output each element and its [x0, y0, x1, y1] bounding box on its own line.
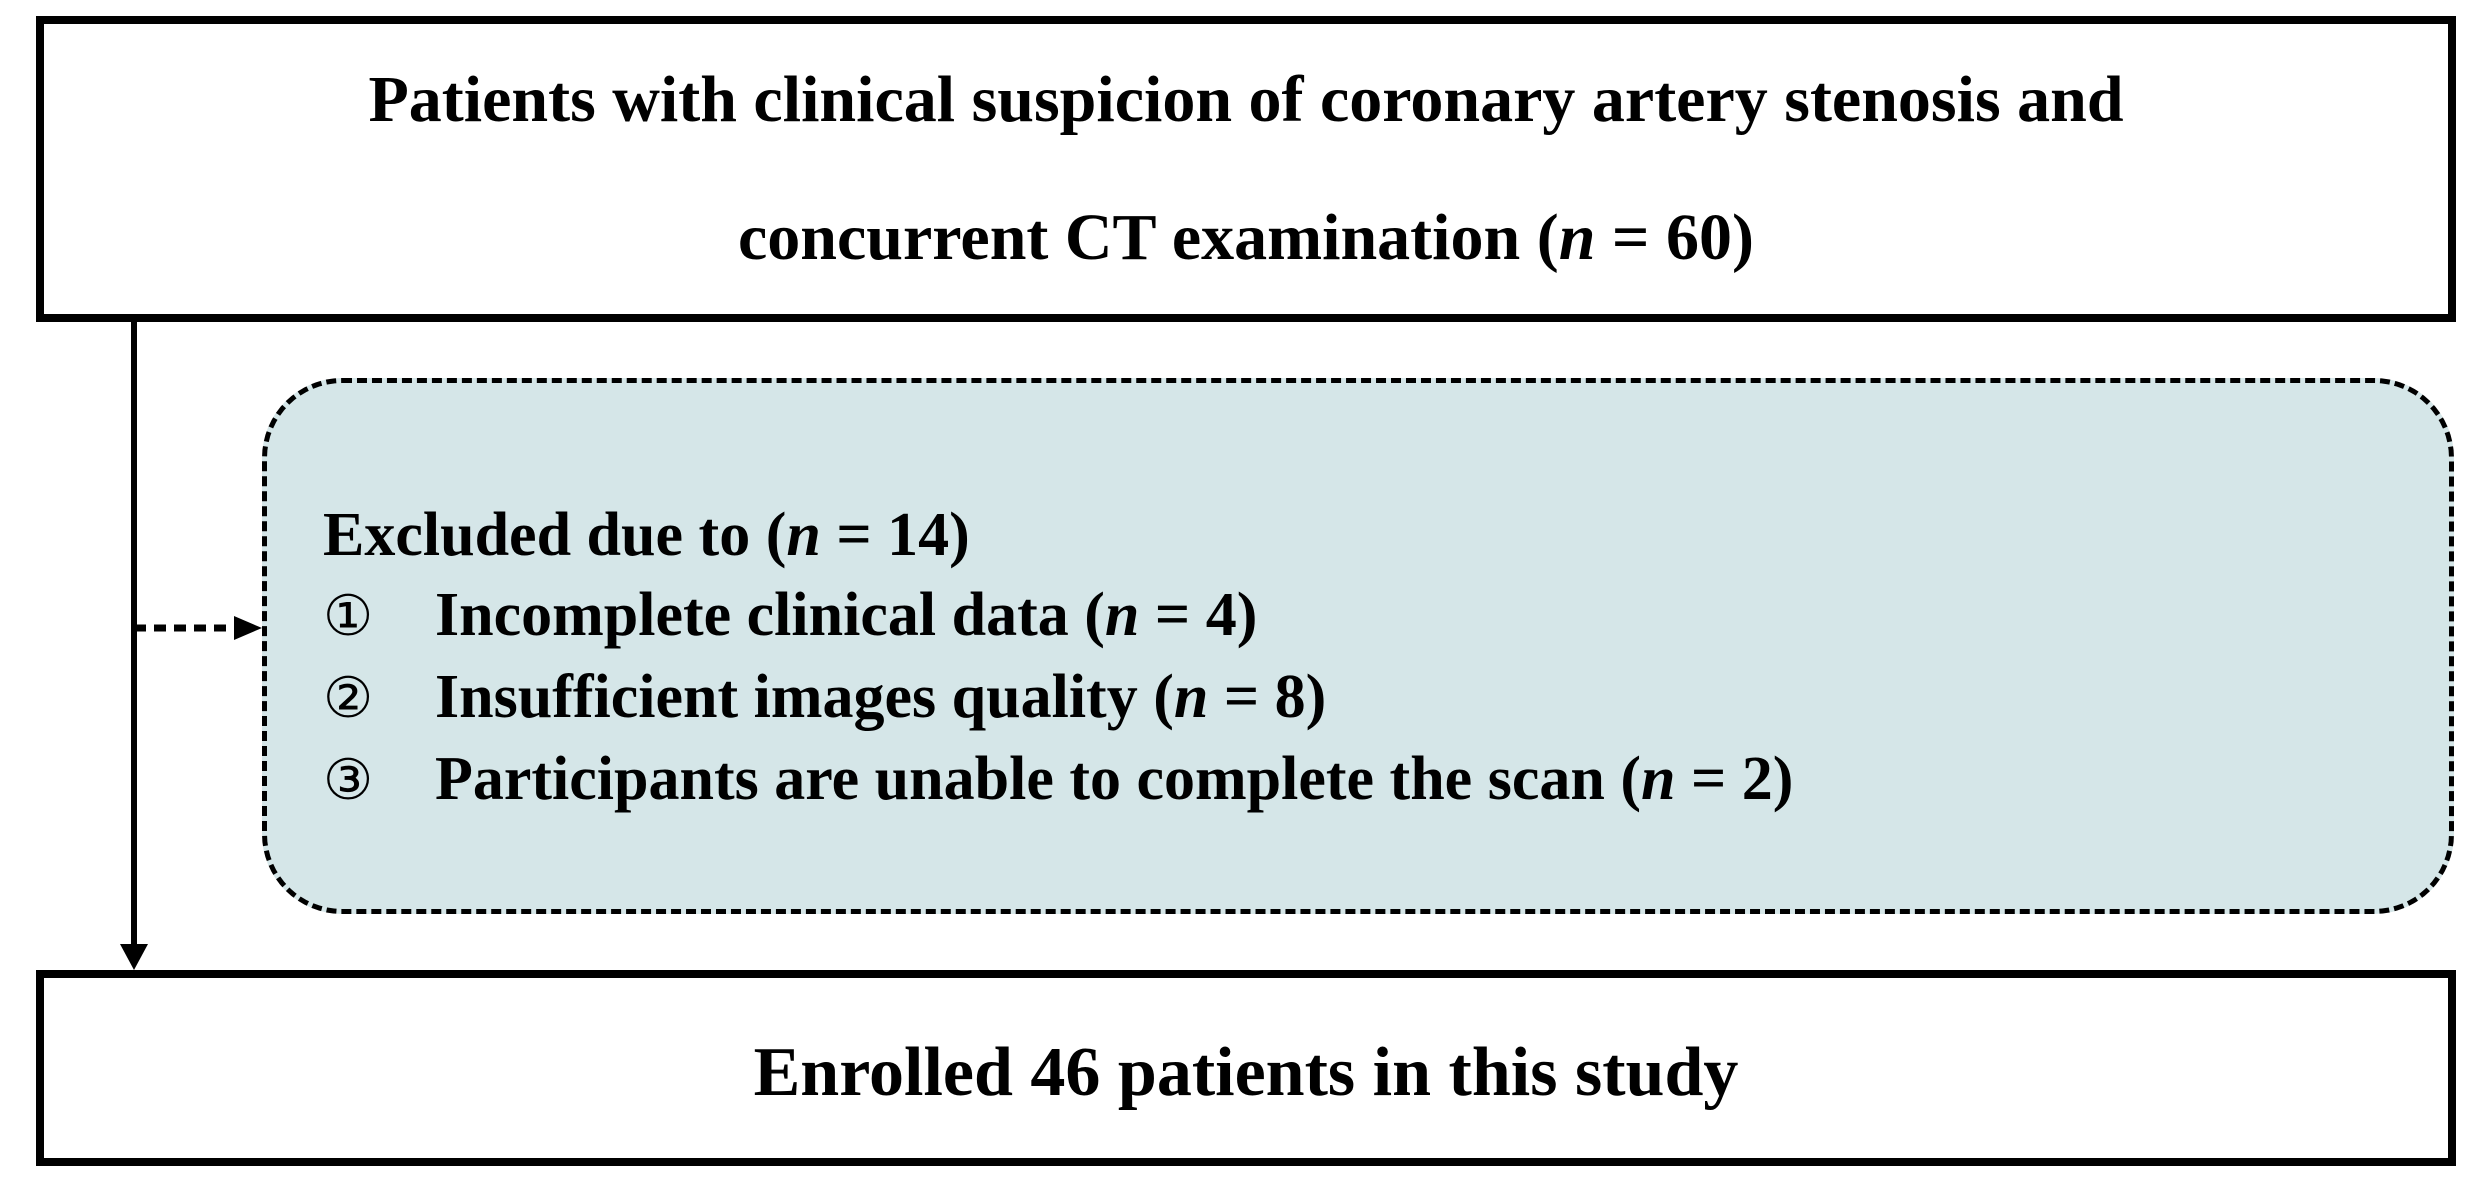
- exclusion-item-marker: ①: [323, 584, 374, 649]
- exclusion-item-text: Incomplete clinical data (: [435, 581, 1105, 649]
- screening-line-2-prefix: concurrent CT examination (: [738, 201, 1559, 274]
- screening-line-1: Patients with clinical suspicion of coronary artery stenosis and: [368, 63, 2124, 136]
- screening-n-symbol: n: [1558, 201, 1596, 274]
- exclusion-item-n-symbol: n: [1173, 663, 1209, 731]
- screening-box: [36, 16, 2456, 322]
- exclusion-item-incomplete-data: [323, 575, 2449, 657]
- exclusion-item-marker: ②: [323, 666, 374, 731]
- exclusion-arrowhead: [234, 616, 262, 640]
- enrolled-box: [36, 970, 2456, 1166]
- exclusion-item-n-symbol: n: [1640, 745, 1676, 813]
- exclusion-total: = 14): [820, 501, 970, 569]
- main-flow-arrowhead: [120, 944, 148, 970]
- screening-count: = 60): [1595, 201, 1754, 274]
- exclusion-title-prefix: Excluded due to (: [323, 501, 787, 569]
- exclusion-item-image-quality: [323, 657, 2449, 739]
- exclusion-item-count: = 2): [1675, 745, 1794, 813]
- exclusion-item-text: Participants are unable to complete the scan (: [435, 745, 1641, 813]
- exclusion-item-count: = 4): [1139, 581, 1258, 649]
- exclusion-item-scan-incomplete: [323, 739, 2449, 821]
- enrolled-text: Enrolled 46 patients in this study: [753, 1034, 1739, 1111]
- exclusion-title: [323, 495, 2449, 575]
- exclusion-box: [262, 378, 2454, 914]
- exclusion-item-marker: ③: [323, 748, 374, 813]
- exclusion-n-symbol: n: [786, 501, 821, 569]
- exclusion-item-n-symbol: n: [1104, 581, 1140, 649]
- screening-line-2: [738, 169, 1754, 307]
- exclusion-item-text: Insufficient images quality (: [435, 663, 1174, 731]
- exclusion-item-count: = 8): [1208, 663, 1327, 731]
